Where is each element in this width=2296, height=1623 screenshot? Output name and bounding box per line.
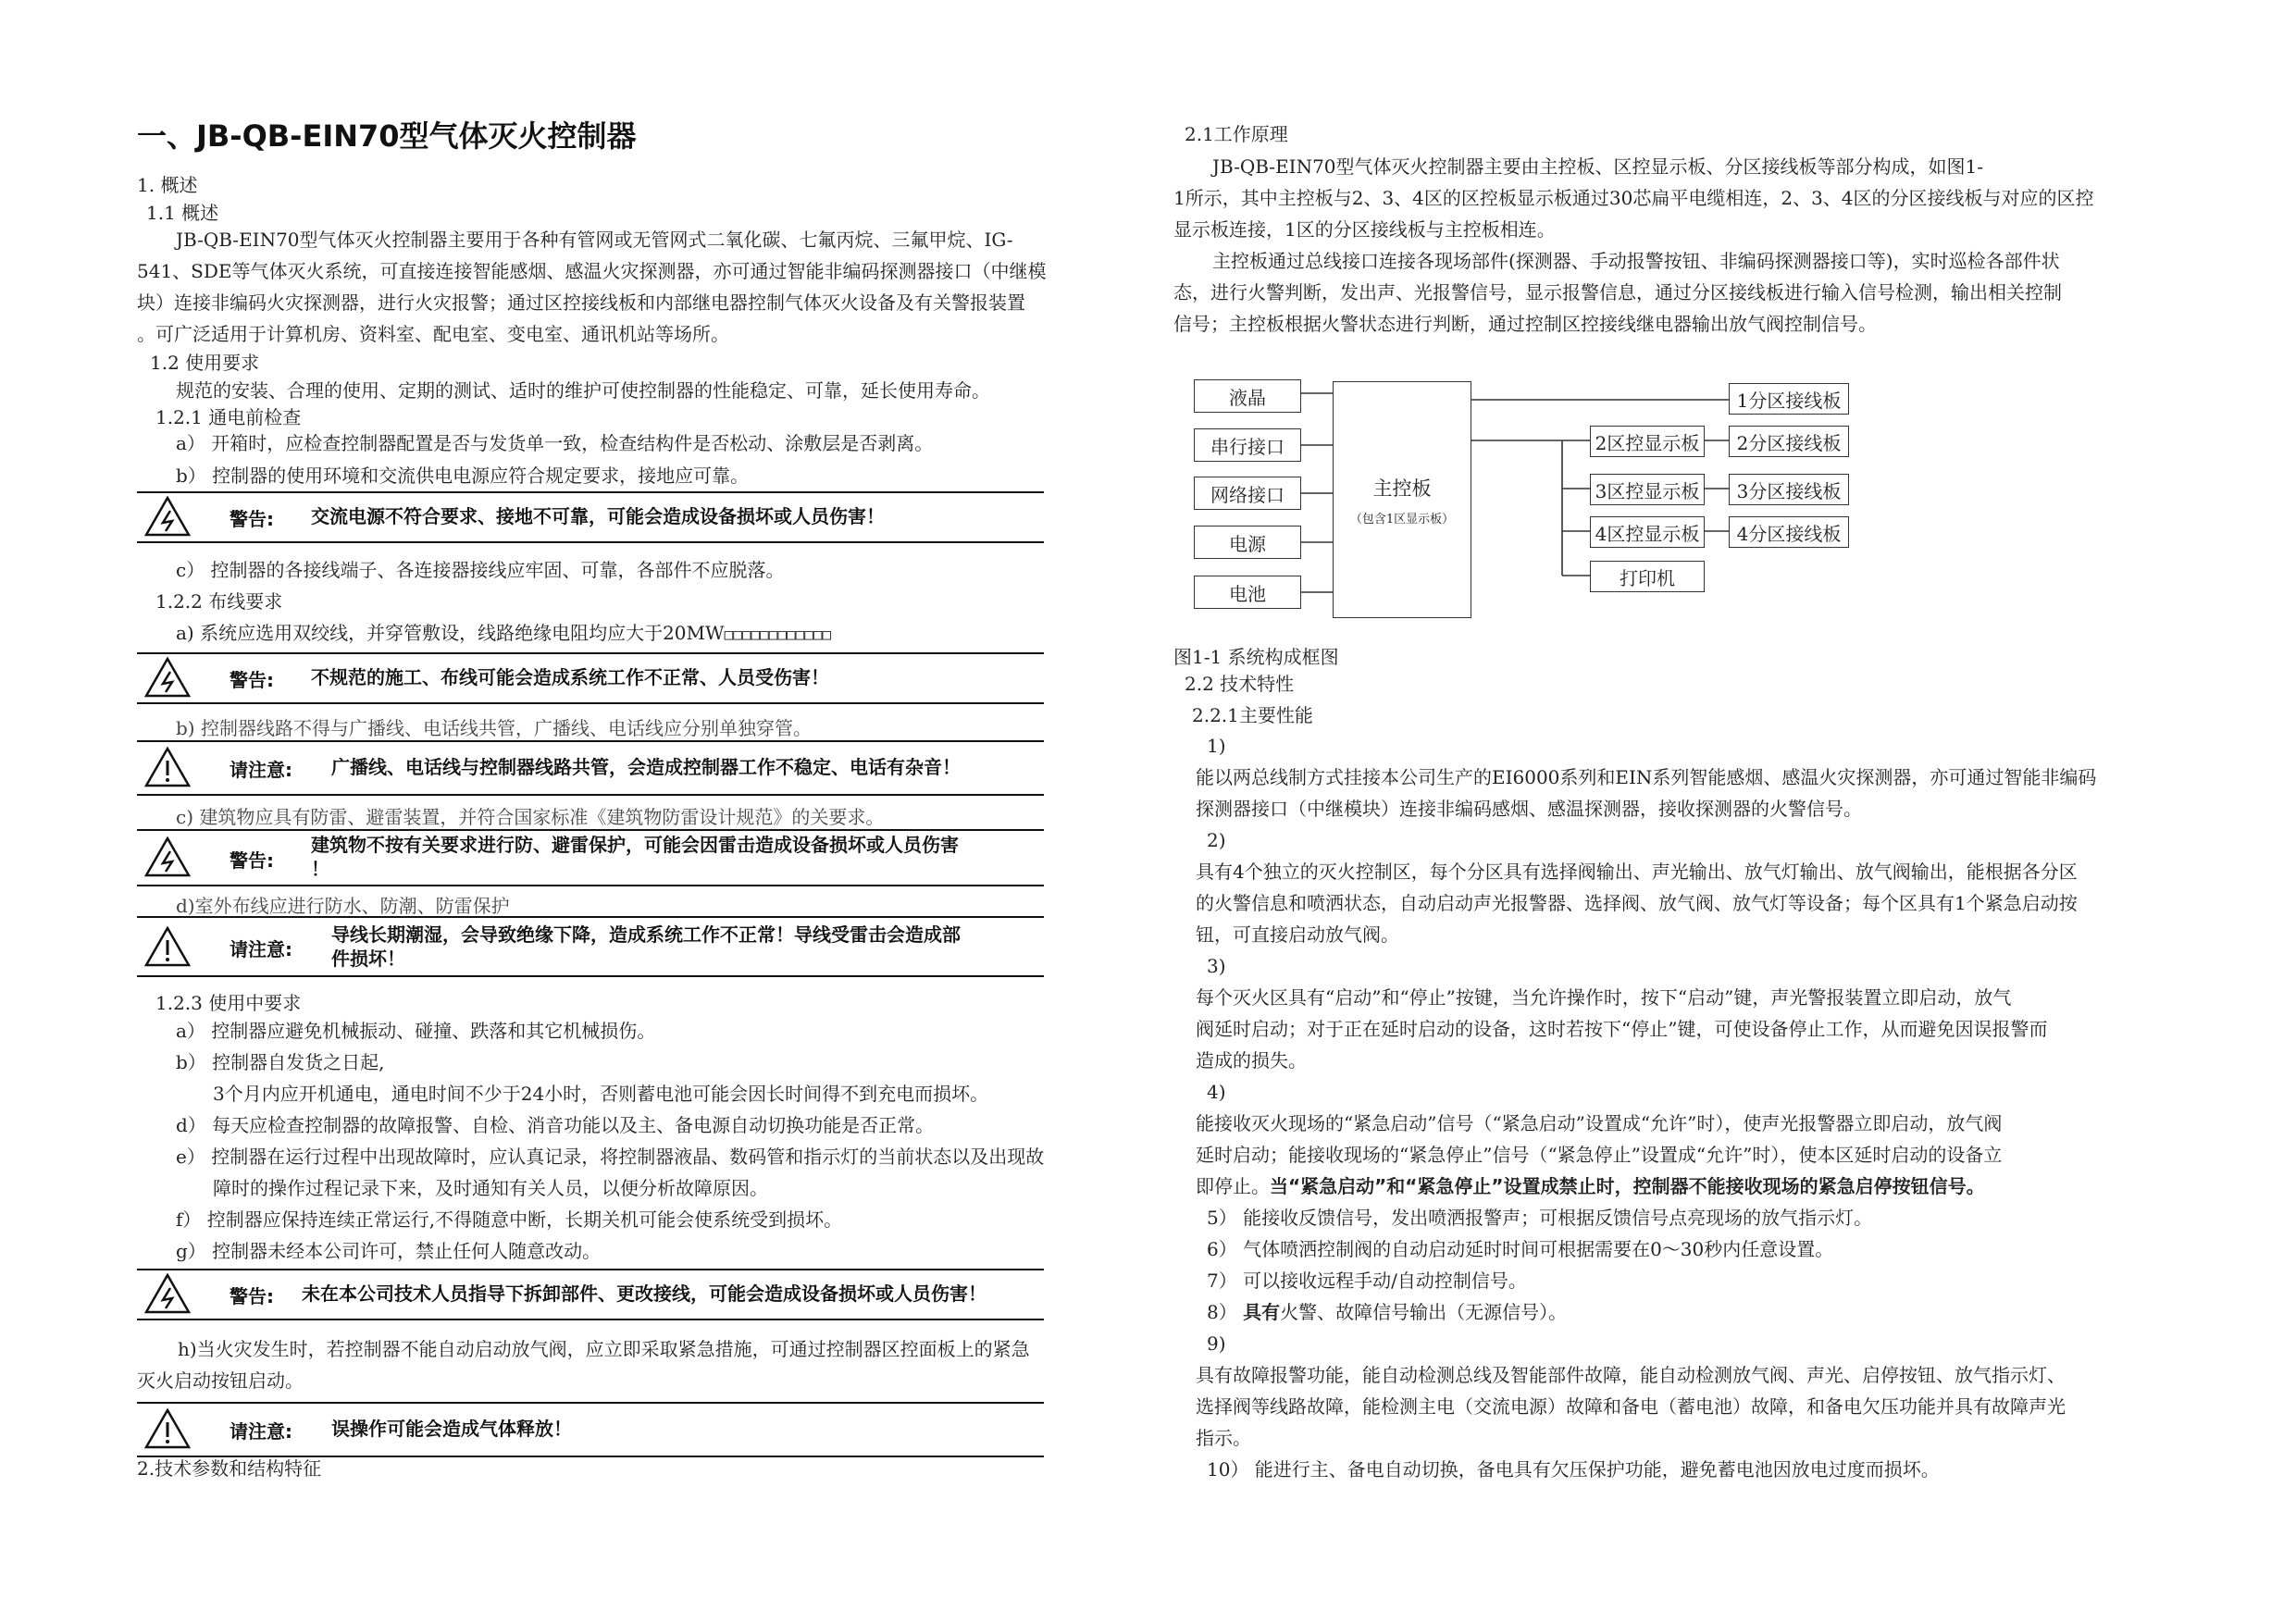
list-number: 2) <box>1207 829 1226 851</box>
list-item: 每个灭火区具有“启动”和“停止”按键，当允许操作时，按下“启动”键，声光警报装置立即启动，放气 <box>1196 986 2012 1009</box>
caution-text: 导线长期潮湿，会导致绝缘下降，造成系统工作不正常！导线受雷击会造成部 <box>331 923 961 946</box>
caution-label: 请注意: <box>230 1420 292 1443</box>
paragraph-line: 541、SDE等气体灭火系统，可直接连接智能感烟、感温火灾探测器，亦可通过智能非编码探测器接口（中继模 <box>137 260 1047 282</box>
list-item: 阀延时启动；对于正在延时启动的设备，这时若按下“停止”键，可使设备停止工作，从而避免因误报警而 <box>1196 1018 2048 1040</box>
exclamation-warning-icon <box>144 1408 191 1449</box>
serial-port-block: 串行接口 <box>1194 428 1301 462</box>
list-item: b) 控制器线路不得与广播线、电话线共管，广播线、电话线应分别单独穿管。 <box>176 717 812 739</box>
warning-label: 警告: <box>230 1285 274 1307</box>
lightning-warning-icon <box>144 657 191 698</box>
exclamation-warning-icon <box>144 926 191 967</box>
list-item: 的火警信息和喷洒状态，自动启动声光报警器、选择阀、放气阀、放气灯等设备；每个区具有1个紧急启动按 <box>1196 892 2078 914</box>
list-item: 3个月内应开机通电，通电时间不少于24小时，否则蓄电池可能会因长时间得不到充电而损坏。 <box>213 1083 989 1105</box>
lcd-block: 液晶 <box>1194 379 1301 413</box>
zone4-wiring-block: 4分区接线板 <box>1729 516 1849 548</box>
warning-label: 警告: <box>230 669 274 691</box>
list-item: 延时启动；能接收现场的“紧急停止”信号（“紧急停止”设置成“允许”时），使本区延时启动的设备立 <box>1196 1144 2003 1166</box>
lightning-warning-icon <box>144 836 191 877</box>
caution-box <box>137 1402 1044 1457</box>
section-2-2-1-heading: 2.2.1主要性能 <box>1192 704 1313 726</box>
list-item: 10） 能进行主、备电自动切换，备电具有欠压保护功能，避免蓄电池因放电过度而损坏。 <box>1207 1458 1940 1481</box>
list-item: e） 控制器在运行过程中出现故障时，应认真记录，将控制器液晶、数码管和指示灯的当前状态以及出现故 <box>176 1146 1045 1168</box>
list-item: 即停止。当“紧急启动”和“紧急停止”设置成禁止时，控制器不能接收现场的紧急启停按钮信号。 <box>1196 1175 1985 1197</box>
list-item: 具有4个独立的灭火控制区，每个分区具有选择阀输出、声光输出、放气灯输出、放气阀输出，能根据各分区 <box>1196 861 2078 883</box>
section-1-heading: 1. 概述 <box>137 174 198 196</box>
list-item: 障时的操作过程记录下来，及时通知有关人员，以便分析故障原因。 <box>213 1177 768 1199</box>
warning-text: ！ <box>311 858 329 880</box>
main-board-block <box>1333 381 1471 618</box>
caution-label: 请注意: <box>230 759 292 781</box>
zone3-display-block: 3区控显示板 <box>1590 474 1705 505</box>
list-item: 7） 可以接收远程手动/自动控制信号。 <box>1207 1270 1527 1292</box>
paragraph-line: 主控板通过总线接口连接各现场部件(探测器、手动报警按钮、非编码探测器接口等)，实时巡检各部件状 <box>1212 250 2060 272</box>
list-item: f） 控制器应保持连续正常运行,不得随意中断，长期关机可能会使系统受到损坏。 <box>176 1208 843 1231</box>
list-item: c） 控制器的各接线端子、各连接器接线应牢固、可靠，各部件不应脱落。 <box>176 559 785 581</box>
system-block-diagram <box>1173 370 2182 638</box>
section-2-heading: 2.技术参数和结构特征 <box>137 1457 322 1480</box>
paragraph-line: 块）连接非编码火灾探测器，进行火灾报警；通过区控接线板和内部继电器控制气体灭火设备及有关警报装置 <box>137 291 1025 314</box>
list-item: b） 控制器自发货之日起, <box>176 1051 385 1073</box>
section-1-2-heading: 1.2 使用要求 <box>150 352 260 374</box>
warning-box <box>137 829 1044 886</box>
warning-text: 不规范的施工、布线可能会造成系统工作不正常、人员受伤害！ <box>311 666 829 688</box>
lightning-warning-icon <box>144 1273 191 1314</box>
list-item: 指示。 <box>1196 1427 1251 1449</box>
list-item: h)当火灾发生时，若控制器不能自动启动放气阀，应立即采取紧急措施，可通过控制器区控面板上的紧急 <box>178 1338 1030 1360</box>
caution-text: 误操作可能会造成气体释放！ <box>331 1418 572 1440</box>
warning-box <box>137 652 1044 704</box>
section-2-1-heading: 2.1工作原理 <box>1185 123 1288 145</box>
paragraph-line: 信号；主控板根据火警状态进行判断，通过控制区控接线继电器输出放气阀控制信号。 <box>1173 313 1877 335</box>
list-item: d） 每天应检查控制器的故障报警、自检、消音功能以及主、备电源自动切换功能是否正常。 <box>176 1114 935 1136</box>
paragraph-line: 。可广泛适用于计算机房、资料室、配电室、变电室、通讯机站等场所。 <box>137 323 729 345</box>
list-item: 6） 气体喷洒控制阀的自动启动延时时间可根据需要在0～30秒内任意设置。 <box>1207 1238 1834 1260</box>
section-1-1-heading: 1.1 概述 <box>146 202 219 224</box>
section-1-2-3-heading: 1.2.3 使用中要求 <box>155 992 302 1014</box>
list-item: 钮，可直接启动放气阀。 <box>1196 923 1399 946</box>
zone2-display-block: 2区控显示板 <box>1590 426 1705 457</box>
paragraph-line: 态，进行火警判断，发出声、光报警信号，显示报警信息，通过分区接线板进行输入信号检测，输出相关控制 <box>1173 281 2062 304</box>
warning-box <box>137 491 1044 543</box>
paragraph-line: 1所示，其中主控板与2、3、4区的区控板显示板通过30芯扁平电缆相连，2、3、4区的分区接线板与对应的区控 <box>1173 187 2094 209</box>
main-board-sublabel: （包含1区显示板） <box>1349 512 1455 527</box>
warning-text: 建筑物不按有关要求进行防、避雷保护，可能会因雷击造成设备损坏或人员伤害 <box>311 834 959 856</box>
main-board-label: 主控板 <box>1372 477 1432 500</box>
section-1-2-1-heading: 1.2.1 通电前检查 <box>155 406 302 428</box>
list-item: a） 开箱时，应检查控制器配置是否与发货单一致，检查结构件是否松动、涂敷层是否剥离。 <box>176 432 934 454</box>
list-item: 能接收灭火现场的“紧急启动”信号（“紧急启动”设置成“允许”时），使声光报警器立即启动，放气阀 <box>1196 1112 2003 1134</box>
warning-box <box>137 1269 1044 1320</box>
paragraph-line: 显示板连接，1区的分区接线板与主控板相连。 <box>1173 218 1556 241</box>
paragraph-line: 规范的安装、合理的使用、定期的测试、适时的维护可使控制器的性能稳定、可靠，延长使用寿命。 <box>176 379 990 402</box>
warning-text: 交流电源不符合要求、接地不可靠，可能会造成设备损坏或人员伤害！ <box>311 505 885 527</box>
zone3-wiring-block: 3分区接线板 <box>1729 474 1849 505</box>
list-number: 9) <box>1207 1332 1226 1355</box>
list-item: 灭火启动按钮启动。 <box>137 1369 304 1392</box>
list-item: 能以两总线制方式挂接本公司生产的EI6000系列和EIN系列智能感烟、感温火灾探测器，亦可通过智能非编码 <box>1196 766 2097 788</box>
figure-caption: 图1-1 系统构成框图 <box>1173 646 1339 668</box>
list-number: 3) <box>1207 955 1226 977</box>
zone2-wiring-block: 2分区接线板 <box>1729 426 1849 457</box>
section-1-2-2-heading: 1.2.2 布线要求 <box>155 590 283 613</box>
lightning-warning-icon <box>144 496 191 537</box>
zone4-display-block: 4区控显示板 <box>1590 516 1705 548</box>
list-item: 选择阀等线路故障，能检测主电（交流电源）故障和备电（蓄电池）故障，和备电欠压功能并具有故障声光 <box>1196 1395 2066 1418</box>
list-item: 具有故障报警功能，能自动检测总线及智能部件故障，能自动检测放气阀、声光、启停按钮、放气指示灯、 <box>1196 1364 2066 1386</box>
list-item: b） 控制器的使用环境和交流供电电源应符合规定要求，接地应可靠。 <box>176 465 750 487</box>
list-item: c) 建筑物应具有防雷、避雷装置，并符合国家标准《建筑物防雷设计规范》的关要求。 <box>176 806 885 828</box>
page-title: 一、JB-QB-EIN70型气体灭火控制器 <box>137 118 637 154</box>
caution-text: 件损坏！ <box>331 948 405 970</box>
list-item: a) 系统应选用双绞线，并穿管敷设，线路绝缘电阻均应大于20MW□□□□□□□□□□□□ <box>176 622 832 644</box>
list-item: a） 控制器应避免机械振动、碰撞、跌落和其它机械损伤。 <box>176 1020 656 1042</box>
list-item: 5） 能接收反馈信号，发出喷洒报警声；可根据反馈信号点亮现场的放气指示灯。 <box>1207 1207 1873 1229</box>
caution-text: 广播线、电话线与控制器线路共管，会造成控制器工作不稳定、电话有杂音！ <box>331 756 961 778</box>
warning-label: 警告: <box>230 508 274 530</box>
caution-label: 请注意: <box>230 938 292 960</box>
printer-block: 打印机 <box>1590 561 1705 592</box>
list-item: d)室外布线应进行防水、防潮、防雷保护 <box>176 895 510 917</box>
network-port-block: 网络接口 <box>1194 477 1301 510</box>
section-2-2-heading: 2.2 技术特性 <box>1185 673 1295 695</box>
paragraph-line: JB-QB-EIN70型气体灭火控制器主要用于各种有管网或无管网式二氧化碳、七氟丙烷、三氟甲烷、IG- <box>176 229 1013 251</box>
caution-box <box>137 740 1044 796</box>
warning-label: 警告: <box>230 849 274 872</box>
list-number: 1) <box>1207 735 1226 757</box>
paragraph-line: JB-QB-EIN70型气体灭火控制器主要由主控板、区控显示板、分区接线板等部分构成，如图1- <box>1212 155 1983 178</box>
list-number: 4) <box>1207 1081 1226 1103</box>
zone1-wiring-block: 1分区接线板 <box>1729 383 1849 415</box>
list-item: 造成的损失。 <box>1196 1049 1307 1072</box>
power-block: 电源 <box>1194 526 1301 559</box>
list-item: 8） 具有火警、故障信号输出（无源信号）。 <box>1207 1301 1568 1323</box>
exclamation-warning-icon <box>144 747 191 787</box>
list-item: g） 控制器未经本公司许可，禁止任何人随意改动。 <box>176 1240 602 1262</box>
battery-block: 电池 <box>1194 576 1301 609</box>
caution-box <box>137 916 1044 977</box>
warning-text: 未在本公司技术人员指导下拆卸部件、更改接线，可能会造成设备损坏或人员伤害！ <box>302 1282 987 1305</box>
list-item: 探测器接口（中继模块）连接非编码感烟、感温探测器，接收探测器的火警信号。 <box>1196 798 1862 820</box>
